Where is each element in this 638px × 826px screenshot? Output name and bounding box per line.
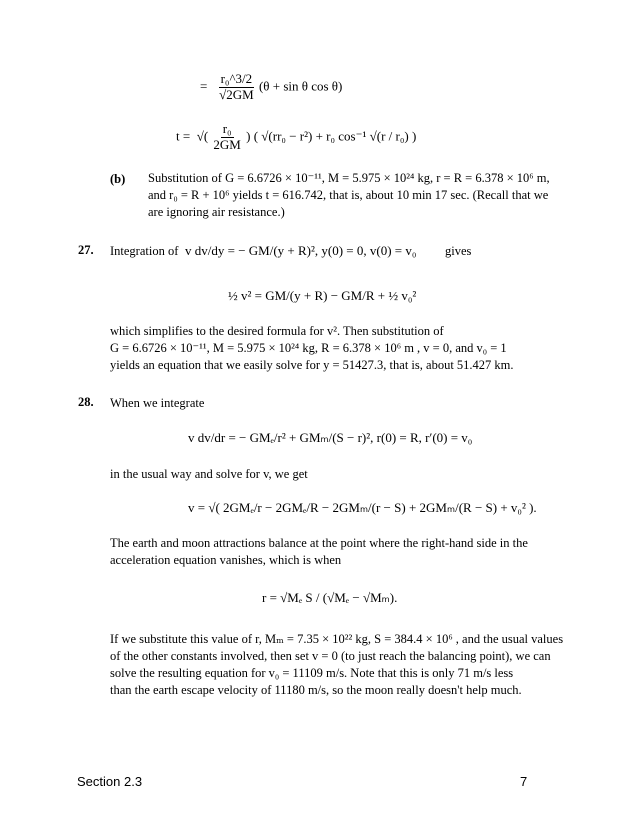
equation: ½ v² = GM/(y + R) − GM/R + ½ v₀² — [228, 288, 417, 303]
problem-line: If we substitute this value of r, Mₘ = 7.35 × 10²² kg, S = 384.4 × 10⁶ , and the usual values — [110, 632, 564, 646]
part-b-line: Substitution of G = 6.6726 × 10⁻¹¹, M = 5.975 × 10²⁴ kg, r = R = 6.378 × 10⁶ m, — [148, 171, 550, 185]
equation-t: t = √( $\frac{\text{r₀}}{2GM}$ ) ( √(rr₀ − r²) + r₀ cos⁻¹ √(r / r₀) ) — [176, 121, 417, 152]
part-b-line: and r₀ = R + 10⁶ yields t = 616.742, that is, about 10 min 17 sec. (Recall that we — [148, 188, 549, 202]
page-number: 7 — [520, 774, 528, 789]
problem-intro: When we integrate — [110, 396, 205, 410]
equation: r = √Mₑ S / (√Mₑ − √Mₘ). — [262, 590, 398, 605]
numerator: r₀^3/2 — [220, 71, 253, 86]
problem-number: 28. — [78, 395, 94, 409]
equation: v = √( 2GMₑ/r − 2GMₑ/R − 2GMₘ/(r − S) + 2GMₘ/(R − S) + v₀² ). — [188, 500, 537, 515]
problem-line: than the earth escape velocity of 11180 m/s, so the moon really doesn't help much. — [110, 683, 522, 697]
equation-rest: (θ + sin θ cos θ) — [258, 78, 343, 94]
problem-line: which simplifies to the desired formula for v². Then substitution of — [110, 324, 444, 338]
numerator: r₀ — [222, 121, 232, 136]
problem-line: in the usual way and solve for v, we get — [110, 467, 308, 481]
part-b-line: are ignoring air resistance.) — [148, 205, 285, 219]
equation: v dv/dy = − GM/(y + R)², y(0) = 0, v(0) = v₀ — [185, 243, 417, 258]
fraction — [211, 122, 242, 153]
problem-line: The earth and moon attractions balance at the point where the right-hand side in the — [110, 536, 528, 550]
problem-line: solve the resulting equation for v₀ = 11109 m/s. Note that this is only 71 m/s less — [110, 666, 514, 680]
denominator: 2GM — [213, 136, 241, 152]
problem-number: 27. — [78, 243, 94, 257]
text: gives — [445, 244, 472, 258]
denominator: √2GM — [219, 86, 254, 102]
equation-inner: √(rr₀ − r²) + r₀ cos⁻¹ √(r / r₀) — [261, 128, 409, 144]
equation-lhs: t = — [176, 128, 191, 144]
fraction — [217, 72, 256, 103]
equation-theta: = $\frac{\text{r₀\textasciicircum{}3/2}}{√2GM}$ (θ + sin θ cos θ) — [200, 71, 343, 102]
part-label: (b) — [110, 172, 126, 186]
footer-section: Section 2.3 — [77, 774, 143, 789]
problem-line: G = 6.6726 × 10⁻¹¹, M = 5.975 × 10²⁴ kg, R = 6.378 × 10⁶ m , v = 0, and v₀ = 1 — [110, 341, 507, 355]
problem-line: yields an equation that we easily solve for y = 51427.3, that is, about 51.427 km. — [110, 358, 514, 372]
problem-intro: Integration of — [110, 244, 179, 258]
equation: v dv/dr = − GMₑ/r² + GMₘ/(S − r)², r(0) = R, r′(0) = v₀ — [188, 430, 473, 445]
problem-line: acceleration equation vanishes, which is when — [110, 553, 342, 567]
problem-line: of the other constants involved, then set v = 0 (to just reach the balancing point), we can — [110, 649, 551, 663]
